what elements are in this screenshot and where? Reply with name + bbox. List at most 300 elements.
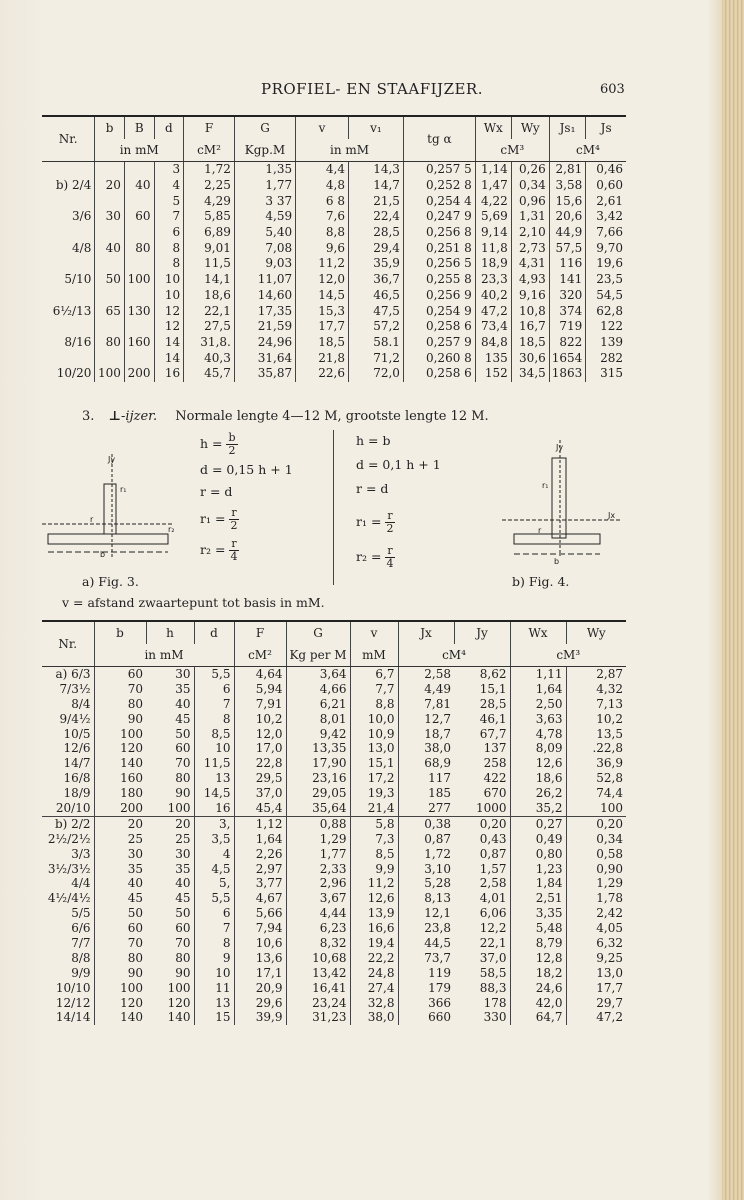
table-cell: 10,2 (234, 712, 286, 727)
table-cell: 4,31 (511, 256, 549, 272)
table1-unit-cell: in mM (95, 139, 184, 162)
label-r: r (538, 526, 542, 535)
table-cell: 13,35 (286, 741, 350, 756)
table-cell: 2,73 (511, 240, 549, 256)
table-cell: 38,0 (350, 1010, 398, 1025)
table-cell: 4/4 (71, 876, 91, 891)
table-cell: 2,26 (234, 847, 286, 862)
table-cell: 65 (95, 303, 125, 319)
table-cell: 40 (175, 876, 191, 891)
table-cell: 90 (94, 712, 146, 727)
table-cell: 58,5 (479, 965, 507, 980)
formula-lhs: r₂ = (200, 542, 226, 557)
table-cell: 57,5 (549, 240, 586, 256)
table-cell: 18,2 (510, 966, 566, 981)
table-cell: 6,89 (184, 225, 235, 241)
table-cell (95, 319, 125, 335)
table-row (42, 816, 626, 831)
table-cell: 60 (94, 921, 146, 936)
table-cell: 20 (94, 816, 146, 831)
formula-divider (333, 430, 334, 585)
table-cell: 13 (194, 771, 234, 786)
table-row (42, 936, 626, 951)
table-cell: 47,5 (348, 303, 403, 319)
table-cell: 4,59 (234, 209, 295, 225)
table-row (42, 727, 626, 742)
table-cell: 0,26 (511, 162, 549, 178)
table-cell: 180 (94, 786, 146, 801)
table-cell: 7/3½ (59, 681, 91, 696)
table-cell: 23,3 (475, 272, 511, 288)
table-cell: 3,58 (549, 178, 586, 194)
table-cell: 4,93 (511, 272, 549, 288)
table-cell: 0,49 (510, 832, 566, 847)
table-cell: 0,254 9 (403, 303, 475, 319)
v-definition: v = afstand zwaartepunt tot basis in mM. (62, 595, 325, 610)
table-cell: 24,6 (510, 981, 566, 996)
table-cell: 0,255 8 (403, 272, 475, 288)
table-row (42, 801, 626, 816)
table-cell: 137 (483, 741, 507, 756)
table-cell: 37,0 (479, 950, 507, 965)
table-cell: 35 (94, 862, 146, 877)
table-cell: 100 (167, 980, 191, 995)
table2-header-cell: Wy (566, 621, 626, 644)
formula-lhs: r₂ = (356, 549, 382, 564)
table-cell: 70 (94, 936, 146, 951)
table-cell: 10,6 (234, 936, 286, 951)
table-cell: 4,64 (234, 667, 286, 682)
table-cell: 31,64 (234, 350, 295, 366)
table2-header-row2 (42, 644, 626, 667)
table-row (42, 162, 626, 178)
table-cell: 10,9 (350, 727, 398, 742)
table-cell: 80 (124, 240, 154, 256)
section-number: 3. (82, 409, 95, 424)
table-cell: 73,7 (398, 951, 454, 966)
table-cell: 100 (94, 727, 146, 742)
label-b: b (554, 557, 560, 566)
table-cell: 0,87 (479, 846, 507, 861)
denominator: 2 (228, 444, 236, 457)
table-cell: 12,8 (510, 951, 566, 966)
table-cell: 8 (154, 240, 184, 256)
table-cell: 14,7 (348, 178, 403, 194)
table-cell: 315 (586, 366, 626, 382)
table-cell: 50 (175, 726, 191, 741)
table-cell: 6,06 (479, 906, 507, 921)
table-cell (95, 350, 125, 366)
table-cell: 50 (94, 906, 146, 921)
table-cell: 21,4 (350, 801, 398, 816)
table-cell: 14 (154, 335, 184, 351)
table-cell: 24,96 (234, 335, 295, 351)
denominator: 2 (386, 522, 394, 535)
table2-header-cell: Jx (398, 621, 454, 644)
table-cell: 15,3 (296, 303, 349, 319)
table-cell: b) 2/2 (42, 816, 94, 831)
table-cell: 6,7 (350, 667, 398, 682)
table-cell: 1654 (549, 350, 586, 366)
table-cell: 20 (95, 178, 125, 194)
table-cell: 5/10 (64, 272, 92, 287)
table-cell: 100 (94, 981, 146, 996)
table-cell: 14/7 (63, 756, 91, 771)
table-cell: 9,25 (566, 951, 626, 966)
formula-d: d = 0,1 h + 1 (356, 457, 441, 472)
table-cell: 23,16 (286, 771, 350, 786)
flange (514, 534, 600, 544)
table1-header-row1 (42, 116, 626, 139)
table-cell: 7,13 (566, 697, 626, 712)
table-cell (124, 162, 154, 178)
table-cell: 34,5 (511, 366, 549, 382)
table-cell: 277 (398, 801, 454, 816)
table-cell: 10,8 (511, 303, 549, 319)
table2-unit-cell: mM (350, 644, 398, 667)
figure3-caption: a) Fig. 3. (82, 574, 139, 589)
table-cell: 45 (175, 891, 191, 906)
table-cell: 14,5 (194, 786, 234, 801)
table-cell: 0,34 (566, 832, 626, 847)
table-cell: 2,87 (566, 667, 626, 682)
table-cell: 0,34 (511, 178, 549, 194)
table-cell: 88,3 (479, 980, 507, 995)
table-cell: 22,6 (296, 366, 349, 382)
table-cell: 9,6 (296, 240, 349, 256)
table-cell: 135 (475, 350, 511, 366)
table-cell: 0,257 9 (403, 335, 475, 351)
table-cell (42, 350, 95, 366)
table-cell: 11,2 (296, 256, 349, 272)
table-cell: 29,05 (286, 786, 350, 801)
table-cell: 35,2 (510, 801, 566, 816)
table-cell: 90 (175, 965, 191, 980)
table-cell: 0,252 8 (403, 178, 475, 194)
table-cell: 37,0 (234, 786, 286, 801)
table-cell: 2,51 (510, 891, 566, 906)
table-cell: 14,5 (296, 288, 349, 304)
table-cell: 35 (175, 861, 191, 876)
formula-r: r = d (200, 484, 233, 499)
denominator: 4 (230, 550, 238, 563)
table-cell: 30 (95, 209, 125, 225)
web (552, 458, 566, 538)
table-cell: 330 (483, 1010, 507, 1025)
table2-body (42, 667, 626, 1026)
table-cell: 1,11 (510, 667, 566, 682)
table2-header-cell: Nr. (42, 621, 94, 667)
table-cell: 4,49 (398, 682, 454, 697)
table-row (42, 712, 626, 727)
table-cell: 179 (398, 981, 454, 996)
table2-unit-cell: Kg per M (286, 644, 350, 667)
label-r: r (90, 515, 94, 524)
table-cell: 23,5 (586, 272, 626, 288)
table-cell: 45 (175, 711, 191, 726)
table-cell: 200 (124, 366, 154, 382)
table-cell: 1,72 (184, 162, 235, 178)
table-cell: 11,2 (350, 876, 398, 891)
table-cell: 9 (194, 951, 234, 966)
page-number: 603 (600, 82, 625, 97)
formula-lhs: r₁ = (200, 511, 226, 526)
table-cell: 3, (194, 816, 234, 831)
table-cell: 12,0 (234, 727, 286, 742)
table-cell: 117 (398, 771, 454, 786)
table-cell: 18,6 (510, 771, 566, 786)
table-cell: 10,68 (286, 951, 350, 966)
table-row (42, 951, 626, 966)
table-cell: 139 (586, 335, 626, 351)
table2-unit-cell: cM³ (510, 644, 626, 667)
table-cell: 4½/4½ (47, 891, 91, 906)
table2-header-cell: G (286, 621, 350, 644)
table-cell: 3,10 (398, 862, 454, 877)
table-cell: 12,1 (398, 906, 454, 921)
table-cell: 4 (194, 847, 234, 862)
table-cell: 16 (194, 801, 234, 816)
t-bar-table (42, 620, 626, 1025)
table-cell: 74,4 (566, 786, 626, 801)
table-cell: 0,20 (566, 816, 626, 831)
table1-unit-cell: cM³ (475, 139, 549, 162)
table-cell: 1,57 (479, 861, 507, 876)
table-cell: 4,01 (479, 891, 507, 906)
table-row (42, 667, 626, 682)
table-cell: 3/6 (72, 209, 92, 224)
table-cell: 80 (94, 697, 146, 712)
table-cell: 0,251 8 (403, 240, 475, 256)
table-cell: 0,258 6 (403, 366, 475, 382)
table-cell: 80 (175, 771, 191, 786)
table-cell (95, 225, 125, 241)
table-cell: 7,94 (234, 921, 286, 936)
table-row (42, 891, 626, 906)
table-cell: 24,8 (350, 966, 398, 981)
table-row (42, 319, 626, 335)
table-cell: 2,81 (549, 162, 586, 178)
formula-r2 (356, 545, 441, 570)
table-row (42, 288, 626, 304)
table-row (42, 272, 626, 288)
table-cell: 2,42 (566, 906, 626, 921)
table-cell: 45 (94, 891, 146, 906)
table-cell: 719 (549, 319, 586, 335)
table-cell: 12,6 (510, 756, 566, 771)
formula-r1 (200, 507, 293, 532)
table1-header-row2 (42, 139, 626, 162)
label-b: b (100, 550, 106, 559)
table1-header-cell: b (95, 116, 125, 139)
page-edge (722, 0, 744, 1200)
table-cell: 320 (549, 288, 586, 304)
table-cell: 4,8 (296, 178, 349, 194)
table-cell: 6 (194, 906, 234, 921)
table-cell: 3,63 (510, 712, 566, 727)
table-cell: 67,7 (479, 726, 507, 741)
label-jx: Jx (608, 511, 616, 520)
table-cell: 13,5 (566, 727, 626, 742)
table-cell: 1863 (549, 366, 586, 382)
web (104, 484, 116, 534)
table2-unit-cell: cM² (234, 644, 286, 667)
table-cell: 7 (194, 697, 234, 712)
table-cell: 670 (483, 786, 507, 801)
table-cell: 9,03 (234, 256, 295, 272)
table-cell: 6,32 (566, 936, 626, 951)
table-cell: 4,5 (194, 862, 234, 877)
table-cell: 60 (94, 667, 146, 682)
table-cell: 12 (154, 303, 184, 319)
table-cell: 4/8 (72, 240, 92, 255)
table-cell: 3,64 (286, 667, 350, 682)
table-cell: 200 (94, 801, 146, 816)
table-cell: 16,6 (350, 921, 398, 936)
table-cell: 20/10 (55, 800, 91, 815)
table-cell: 5,85 (184, 209, 235, 225)
table-cell: 50 (95, 272, 125, 288)
table-cell: 38,0 (398, 741, 454, 756)
table-cell: 17,0 (234, 741, 286, 756)
table-cell (42, 193, 95, 209)
table2-header-cell: h (146, 621, 194, 644)
table-cell: 422 (483, 771, 507, 786)
table-cell (42, 319, 95, 335)
table-cell: 160 (124, 335, 154, 351)
table-cell: 35 (175, 681, 191, 696)
table-cell: 0,260 8 (403, 350, 475, 366)
table-cell (124, 319, 154, 335)
table-cell: 0,257 5 (403, 162, 475, 178)
table-cell: 660 (398, 1010, 454, 1025)
table-cell: 22,2 (350, 951, 398, 966)
table-cell: 4,22 (475, 193, 511, 209)
table-cell: 178 (483, 995, 507, 1010)
table-row (42, 966, 626, 981)
table-cell: 140 (94, 756, 146, 771)
table-row (42, 697, 626, 712)
label-r1: r₁ (120, 485, 127, 494)
table-cell: 100 (124, 272, 154, 288)
table-cell: 7/7 (71, 935, 91, 950)
table-cell (95, 288, 125, 304)
table-cell: 68,9 (398, 756, 454, 771)
table-cell: 4,78 (510, 727, 566, 742)
t-profile-figure-a (40, 452, 180, 567)
table-cell: 0,247 9 (403, 209, 475, 225)
table-cell: 80 (175, 950, 191, 965)
table-cell (42, 225, 95, 241)
table-cell (124, 288, 154, 304)
table1-unit-cell: cM² (184, 139, 235, 162)
table-cell: 8/4 (71, 696, 91, 711)
table-cell: 3½/3½ (47, 861, 91, 876)
formula-r2 (200, 538, 293, 563)
table1-header-cell: G (234, 116, 295, 139)
table-cell: 10,2 (566, 712, 626, 727)
table-cell: 80 (94, 951, 146, 966)
table-cell: 6,21 (286, 697, 350, 712)
table-cell: 0,254 4 (403, 193, 475, 209)
table-cell: 7 (194, 921, 234, 936)
table-cell: 16/8 (63, 771, 91, 786)
table-cell: 16 (154, 366, 184, 382)
table-cell: 31,23 (286, 1010, 350, 1025)
table-cell: 22,8 (234, 756, 286, 771)
table2-header-cell: b (94, 621, 146, 644)
table-cell: 17,1 (234, 966, 286, 981)
table-cell: 40 (95, 240, 125, 256)
formulas-fig3 (200, 432, 293, 563)
table-cell: 44,9 (549, 225, 586, 241)
table-cell: 31,8. (184, 335, 235, 351)
table-cell: 45,4 (234, 801, 286, 816)
table-cell: 7,91 (234, 697, 286, 712)
table-row (42, 335, 626, 351)
table2-unit-cell: cM⁴ (398, 644, 510, 667)
table1-unit-cell: cM⁴ (549, 139, 626, 162)
table-cell: 54,5 (586, 288, 626, 304)
table-cell: 8,13 (398, 891, 454, 906)
table-cell: 50 (175, 906, 191, 921)
table-cell: 2,33 (286, 862, 350, 877)
table2-header-row1 (42, 621, 626, 644)
table-cell: 152 (475, 366, 511, 382)
table1-header-cell: Wy (511, 116, 549, 139)
table1-header-cell: d (154, 116, 184, 139)
table-row (42, 862, 626, 877)
table-cell: 12,0 (296, 272, 349, 288)
table-cell: 0,258 6 (403, 319, 475, 335)
table-cell: 42,0 (510, 996, 566, 1011)
table-row (42, 996, 626, 1011)
table-cell: 10 (154, 288, 184, 304)
figure4-caption: b) Fig. 4. (512, 574, 570, 589)
table-cell: 13 (194, 996, 234, 1011)
table2-header-cell: F (234, 621, 286, 644)
table-cell: 22,4 (348, 209, 403, 225)
table-cell: 5,66 (234, 906, 286, 921)
table1-header-cell: tg α (403, 116, 475, 162)
table-cell (124, 193, 154, 209)
table-cell: 4,44 (286, 906, 350, 921)
table-cell: 1,23 (510, 862, 566, 877)
table-cell: 2,58 (398, 667, 454, 682)
table-cell: 12,6 (350, 891, 398, 906)
numerator: r (231, 537, 237, 550)
table1-body (42, 162, 626, 382)
table-cell: 47,2 (566, 1010, 626, 1025)
table-cell: 1000 (475, 800, 507, 815)
table-cell: 3,42 (586, 209, 626, 225)
table-cell: 14 (154, 350, 184, 366)
table-row (42, 771, 626, 786)
table-cell (124, 256, 154, 272)
table-cell: 29,7 (566, 996, 626, 1011)
table-cell: 0,38 (398, 816, 454, 831)
table-cell (124, 225, 154, 241)
table-cell: 60 (124, 209, 154, 225)
label-jy: Jy (108, 455, 116, 464)
table-cell: 22,1 (479, 935, 507, 950)
table-cell: 0,80 (510, 847, 566, 862)
table-cell: b) 2/4 (55, 178, 92, 193)
table1-unit-cell: in mM (296, 139, 404, 162)
table-cell: 27,4 (350, 981, 398, 996)
table-cell: 11,07 (234, 272, 295, 288)
table-cell: 28,5 (348, 225, 403, 241)
